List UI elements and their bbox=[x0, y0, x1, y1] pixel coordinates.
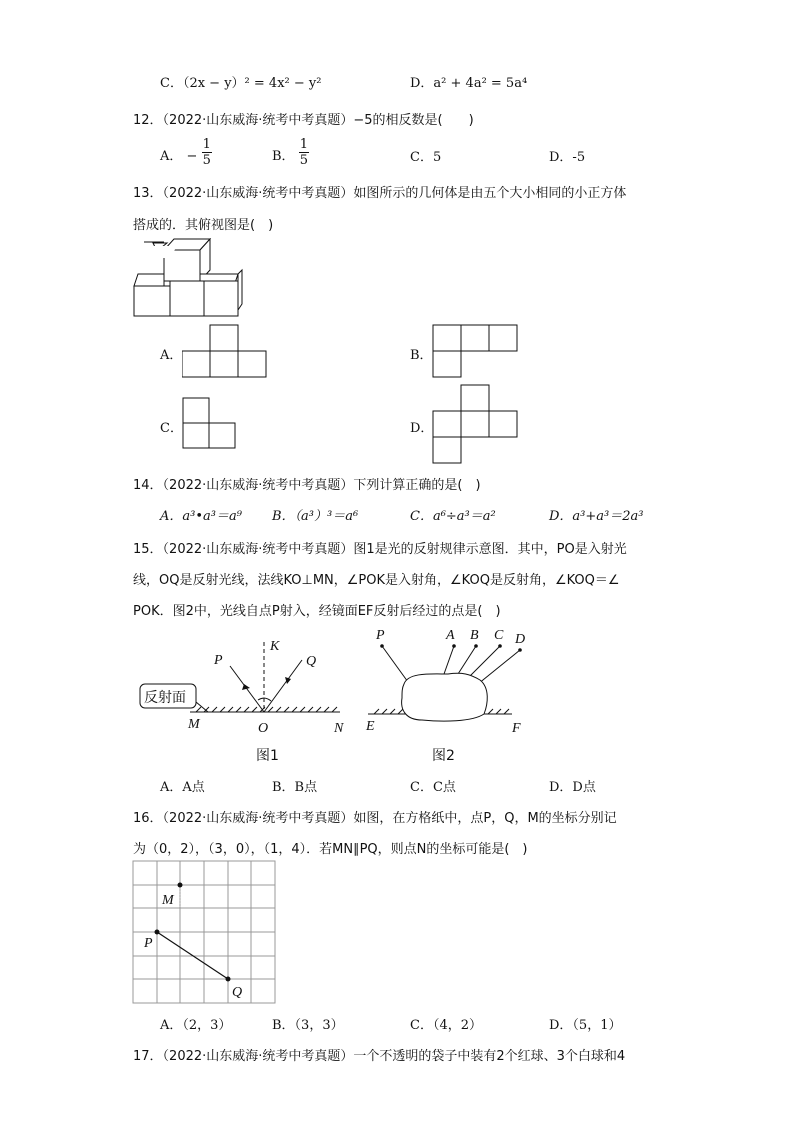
q16-stem-line2: 为（0，2），（3，0），（1，4）．若MN∥PQ，则点N的坐标可能是( ) bbox=[133, 842, 528, 857]
fig1-caption: 图1 bbox=[256, 748, 279, 764]
fig2-label-c: C bbox=[494, 628, 504, 643]
q15-stem-line1: 15．（2022·山东威海·统考中考真题）图1是光的反射规律示意图．其中，PO是入射光 bbox=[133, 542, 627, 557]
q11-option-c: C．（2x − y）² = 4x² − y² bbox=[160, 76, 322, 91]
q13-solid-figure bbox=[130, 238, 246, 318]
q12-option-b-label: B． bbox=[272, 149, 295, 164]
q15-figure-1 bbox=[134, 632, 364, 768]
q12-option-a-label: A． bbox=[160, 149, 183, 164]
fig2-label-p: P bbox=[376, 628, 385, 643]
q12-a-denominator: 5 bbox=[202, 153, 211, 168]
q16-option-d: D．（5，1） bbox=[549, 1018, 622, 1033]
fig2-label-b: B bbox=[470, 628, 479, 643]
fig1-surface-label: 反射面 bbox=[144, 690, 186, 706]
q15-option-a: A．A点 bbox=[160, 780, 205, 795]
q14-option-b: B．（a³）³＝a⁶ bbox=[272, 509, 359, 524]
grid-label-p: P bbox=[144, 936, 153, 951]
q12-option-a-sign: − bbox=[186, 149, 198, 164]
q13-option-d-figure bbox=[432, 384, 520, 466]
q17-stem: 17．（2022·山东威海·统考中考真题）一个不透明的袋子中装有2个红球、3个白球和4 bbox=[133, 1049, 626, 1064]
point-m bbox=[178, 883, 183, 888]
q12-option-a-fraction bbox=[202, 137, 212, 168]
q13-option-c-figure bbox=[182, 397, 240, 451]
grid-label-m: M bbox=[162, 893, 174, 908]
fig1-label-m: M bbox=[188, 717, 200, 732]
obstacle-rock bbox=[402, 673, 488, 721]
q15-stem-line3: POK．图2中，光线自点P射入，经镜面EF反射后经过的点是( ) bbox=[133, 604, 501, 619]
fig2-caption: 图2 bbox=[432, 748, 455, 764]
fig1-label-o: O bbox=[258, 721, 269, 736]
q15-stem-line2: 线，OQ是反射光线，法线KO⊥MN，∠POK是入射角，∠KOQ是反射角，∠KOQ＝∠ bbox=[133, 573, 620, 588]
q14-stem: 14．（2022·山东威海·统考中考真题）下列计算正确的是( ) bbox=[133, 478, 481, 493]
q16-grid-figure bbox=[132, 860, 278, 1006]
point-q bbox=[226, 977, 231, 982]
q16-stem-line1: 16．（2022·山东威海·统考中考真题）如图，在方格纸中，点P，Q，M的坐标分别记 bbox=[133, 811, 617, 826]
grid-label-q: Q bbox=[232, 985, 243, 1000]
q12-option-b-fraction bbox=[299, 137, 309, 168]
fig2-label-f: F bbox=[512, 721, 521, 736]
q13-option-b-figure bbox=[432, 324, 520, 380]
q14-option-d: D．a³+a³＝2a³ bbox=[549, 509, 644, 524]
q16-option-b: B．（3，3） bbox=[272, 1018, 344, 1033]
point-p bbox=[155, 930, 160, 935]
fig1-label-n: N bbox=[334, 721, 344, 736]
q12-option-d: D．-5 bbox=[549, 150, 586, 165]
q12-b-denominator: 5 bbox=[299, 153, 308, 168]
q14-option-a: A．a³•a³＝a⁹ bbox=[160, 509, 242, 524]
q15-option-b: B．B点 bbox=[272, 780, 318, 795]
fig1-label-p: P bbox=[214, 653, 223, 668]
fig2-label-d: D bbox=[515, 632, 526, 647]
fig1-label-k: K bbox=[270, 639, 280, 654]
fig2-label-e: E bbox=[366, 719, 375, 734]
q13-option-c-label: C． bbox=[160, 421, 183, 436]
q15-figure-2 bbox=[362, 624, 532, 768]
q13-option-d-label: D． bbox=[410, 421, 434, 436]
q13-option-a-figure bbox=[182, 324, 268, 378]
q14-option-c: C．a⁶÷a³＝a² bbox=[410, 509, 496, 524]
q12-a-numerator: 1 bbox=[202, 137, 211, 152]
q12-option-a bbox=[160, 137, 212, 171]
q16-option-a: A．（2，3） bbox=[160, 1018, 232, 1033]
q13-stem-line1: 13．（2022·山东威海·统考中考真题）如图所示的几何体是由五个大小相同的小正方体 bbox=[133, 186, 627, 201]
q15-option-d: D．D点 bbox=[549, 780, 596, 795]
fig1-label-q: Q bbox=[306, 654, 317, 669]
q16-option-c: C．（4，2） bbox=[410, 1018, 482, 1033]
q13-option-b-label: B． bbox=[410, 348, 433, 363]
q13-stem-line2: 搭成的．其俯视图是( ) bbox=[133, 218, 274, 233]
q12-option-b bbox=[272, 137, 309, 171]
fig2-label-a: A bbox=[446, 628, 455, 643]
q13-option-a-label: A． bbox=[160, 348, 183, 363]
q12-b-numerator: 1 bbox=[299, 137, 308, 152]
q15-option-c: C．C点 bbox=[410, 780, 456, 795]
q12-stem: 12．（2022·山东威海·统考中考真题）−5的相反数是( ) bbox=[133, 113, 474, 128]
q11-option-d: D．a² + 4a² = 5a⁴ bbox=[410, 76, 528, 91]
q12-option-c: C．5 bbox=[410, 150, 442, 165]
